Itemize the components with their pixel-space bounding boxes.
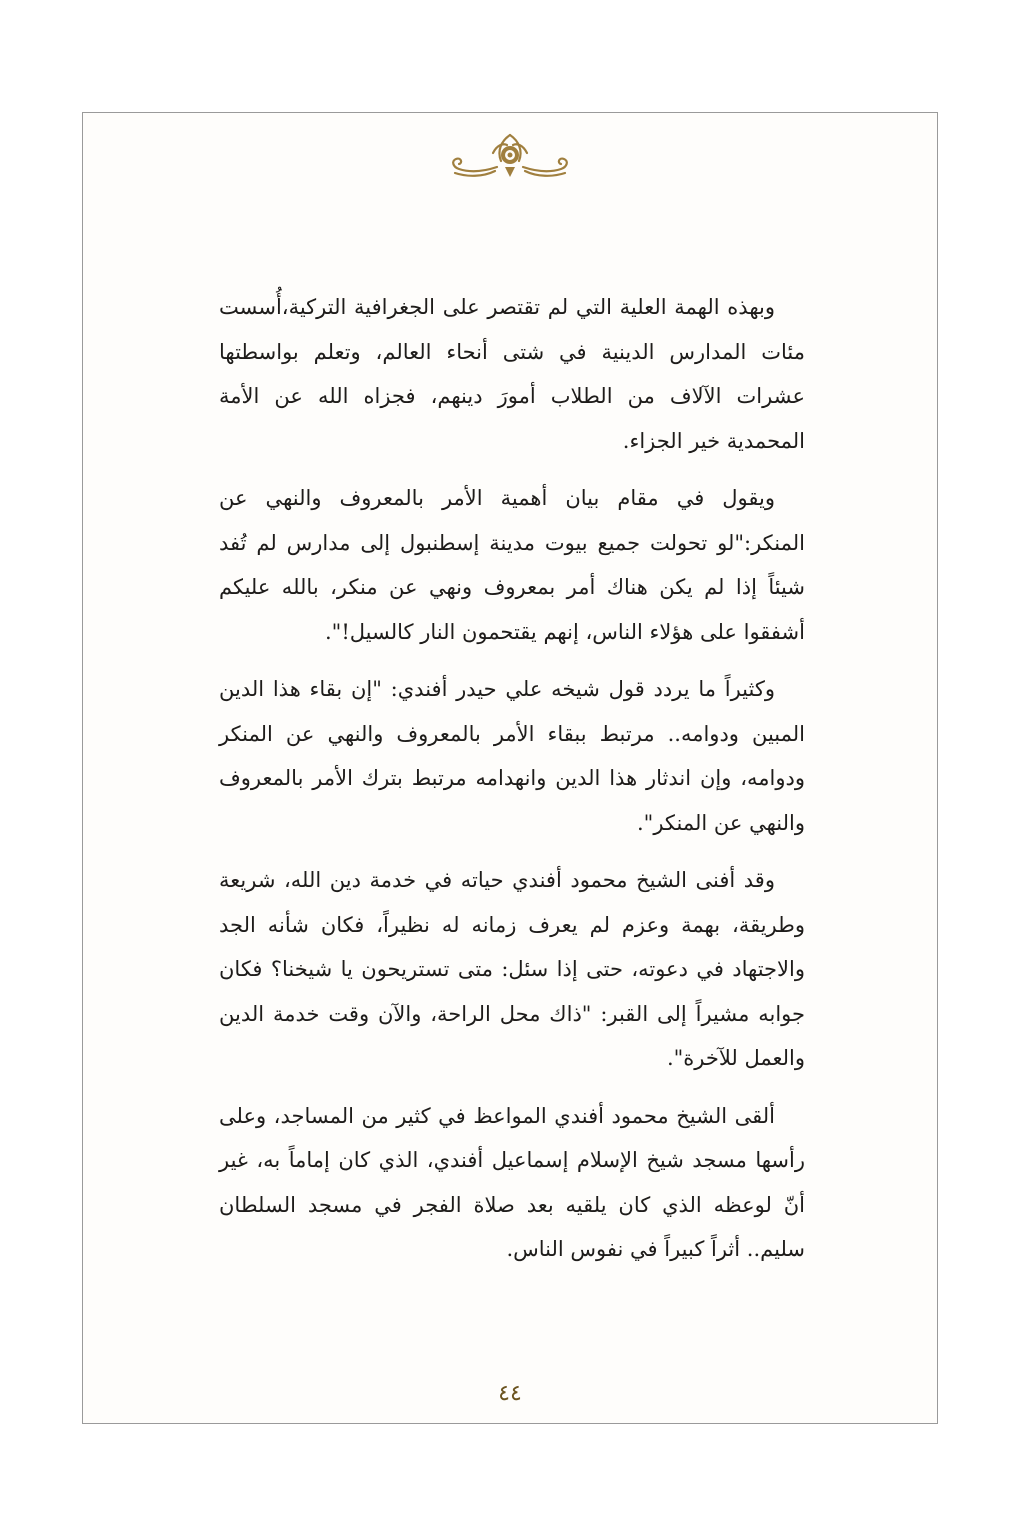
page-number: ٤٤ — [498, 1381, 522, 1406]
paragraph-4: وقد أفنى الشيخ محمود أفندي حياته في خدمة دين الله، شريعة وطريقة، بهمة وعزم لم يعرف زمانه له نظيراً، فكان شأنه الجد والاجتهاد في دعوته، حتى إذا سئل: متى تستريحون يا شيخنا؟ فكان جوابه مشيراً إلى القبر: "ذاك محل الراحة، والآن وقت خدمة الدين والعمل للآخرة". — [219, 868, 805, 1070]
book-page — [82, 112, 938, 1424]
paragraph-5: ألقى الشيخ محمود أفندي المواعظ في كثير من المساجد، وعلى رأسها مسجد شيخ الإسلام إسماعيل أفندي، الذي كان إماماً به، غير أنّ لوعظه الذي كان يلقيه بعد صلاة الفجر في مسجد السلطان سليم.. أثراً كبيراً في نفوس الناس. — [219, 1103, 805, 1261]
page-body — [219, 285, 805, 1272]
paragraph-3: وكثيراً ما يردد قول شيخه علي حيدر أفندي: "إن بقاء هذا الدين المبين ودوامه.. مرتبط ببقاء الأمر بالمعروف والنهي عن المنكر ودوامه، وإن اندثار هذا الدين وانهدامه مرتبط بترك الأمر بالمعروف والنهي عن المنكر". — [219, 677, 805, 835]
floral-ornament-icon — [445, 127, 575, 183]
paragraph-2: ويقول في مقام بيان أهمية الأمر بالمعروف والنهي عن المنكر:"لو تحولت جميع بيوت مدينة إسطنبول إلى مدارس لم تُفد شيئاً إذا لم يكن هناك أمر بمعروف ونهي عن منكر، بالله عليكم أشفقوا على هؤلاء الناس، إنهم يقتحمون النار كالسيل!". — [219, 486, 805, 644]
paragraph-1: وبهذه الهمة العلية التي لم تقتصر على الجغرافية التركية،أُسست مئات المدارس الدينية في شتى أنحاء العالم، وتعلم بواسطتها عشرات الآلاف من الطلاب أمورَ دينهم، فجزاه الله عن الأمة المحمدية خير الجزاء. — [219, 295, 805, 453]
